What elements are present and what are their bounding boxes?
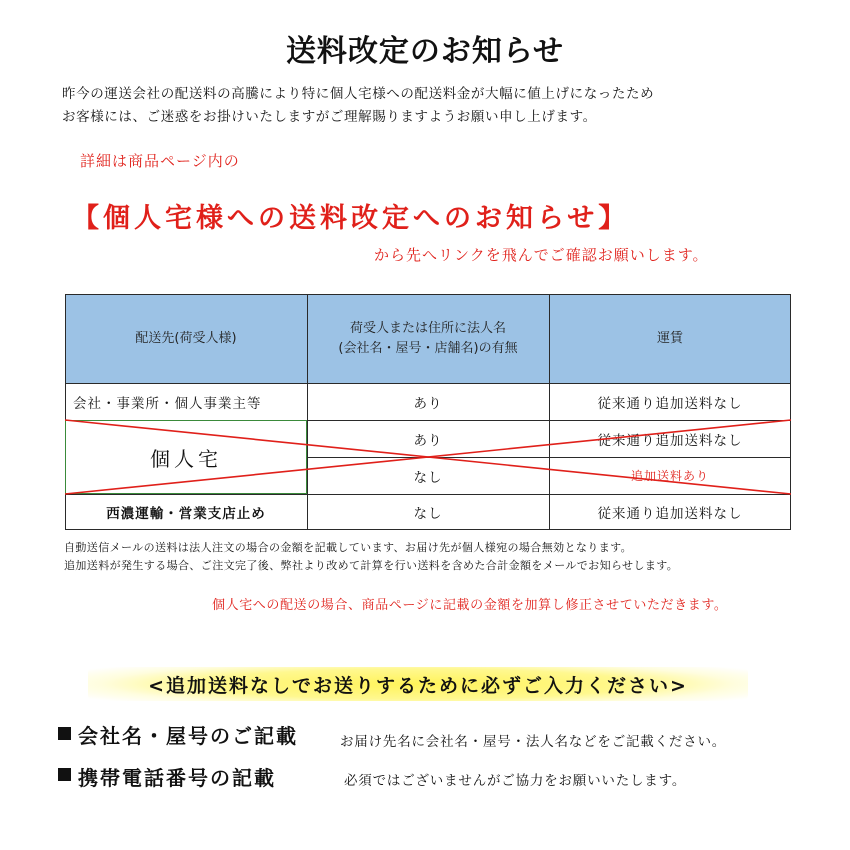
row-home-yes-has-name: あり (307, 420, 549, 457)
row-depot-destination: 西濃運輸・営業支店止め (65, 494, 307, 530)
phone-number-desc: 必須ではございませんがご協力をお願いいたします。 (344, 773, 687, 789)
header-corp-name-line1: 荷受人または住所に法人名 (349, 320, 506, 336)
row-home-no-has-name: なし (307, 457, 549, 494)
phone-number-label: 携帯電話番号の記載 (78, 766, 276, 790)
bullet-square-icon (58, 768, 71, 781)
red-cross-out (65, 294, 791, 530)
intro-line-1: 昨今の運送会社の配送料の高騰により特に個人宅様への配送料金が大幅に値上げになったため (62, 86, 655, 102)
page-title: 送料改定のお知らせ (285, 34, 565, 69)
row-home-yes-fee: 従来通り追加送料なし (549, 420, 791, 457)
note-line-1: 自動送信メールの送料は法人注文の場合の金額を記載しています、お届け先が個人様宛の場合無効となります。 (64, 541, 633, 554)
note-red: 個人宅への配送の場合、商品ページに記載の金額を加算し修正させていただきます。 (212, 598, 728, 613)
company-name-desc: お届け先名に会社名・屋号・法人名などをご記載ください。 (340, 734, 727, 750)
bullet-square-icon (58, 727, 71, 740)
header-fee: 運賃 (549, 294, 791, 383)
row-company-fee: 従来通り追加送料なし (549, 383, 791, 420)
intro-line-2: お客様には、ご迷惑をお掛けいたしますがご理解賜りますようお願い申し上げます。 (62, 109, 597, 125)
row-depot-has-name: なし (307, 494, 549, 530)
row-company-destination: 会社・事業所・個人事業主等 (65, 383, 307, 420)
company-name-label: 会社名・屋号のご記載 (78, 724, 298, 748)
shipping-revision-link-text[interactable]: 【個人宅様への送料改定へのお知らせ】 (72, 203, 630, 234)
header-corp-name-line2: (会社名・屋号・店舗名)の有無 (338, 340, 518, 356)
banner-text: <追加送料なしでお送りするために必ずご入力ください> (148, 674, 688, 697)
link-notice-pre: 詳細は商品ページ内の (80, 152, 240, 170)
row-company-has-name: あり (307, 383, 549, 420)
row-home-no-fee: 追加送料あり (549, 457, 791, 494)
shipping-fee-table (65, 294, 791, 530)
row-home-destination: 個人宅 (65, 420, 307, 494)
input-request-banner (88, 667, 748, 701)
header-destination: 配送先(荷受人様) (65, 294, 307, 383)
note-line-2: 追加送料が発生する場合、ご注文完了後、弊社より改めて計算を行い送料を含めた合計金額をメールでお知らせします。 (64, 559, 679, 572)
link-notice-post: から先へリンクを飛んでご確認お願いします。 (374, 246, 709, 264)
row-depot-fee: 従来通り追加送料なし (549, 494, 791, 530)
